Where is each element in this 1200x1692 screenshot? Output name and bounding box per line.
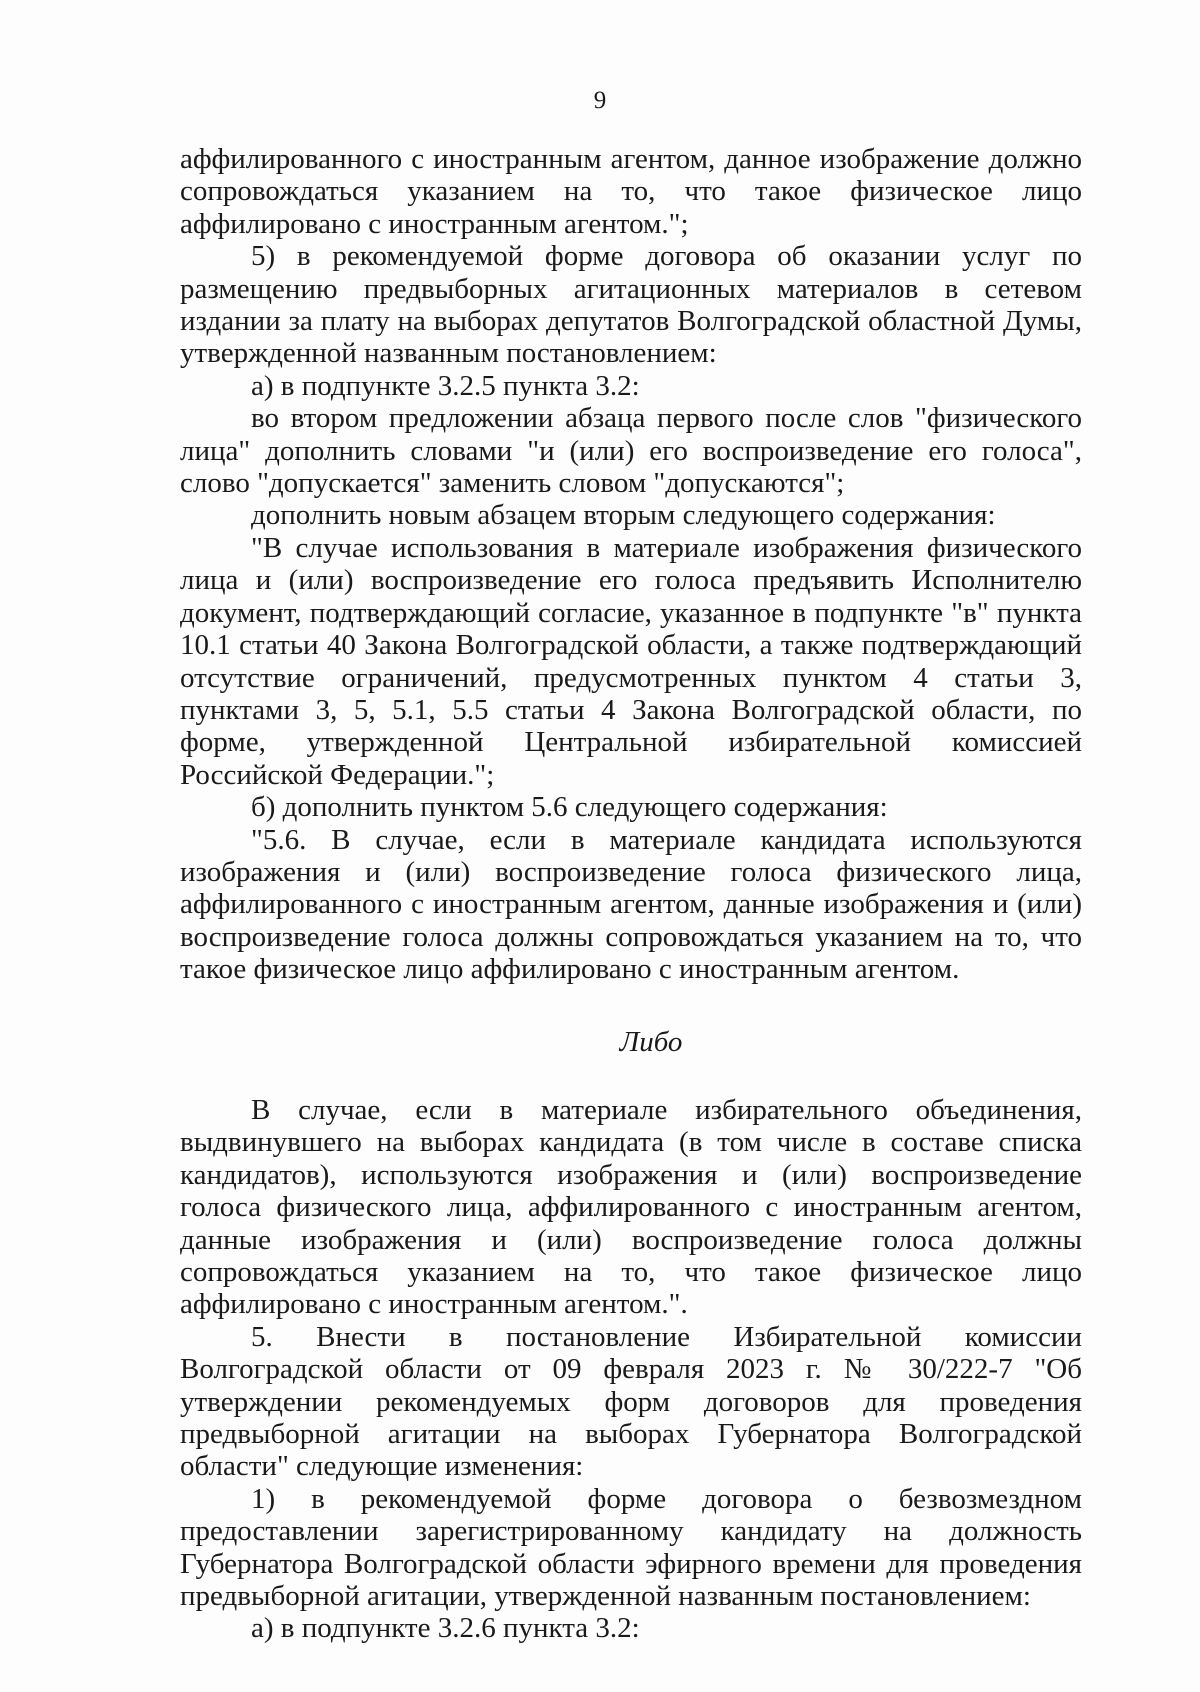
paragraph: В случае, если в материале избирательного объединения, выдвинувшего на выборах кандидата (в том числе в составе списка кандидатов), используются изображения и (или) воспроизведение голоса физического лица, аффилированного с иностранным агентом, данные изображения и (или) воспроизведение голоса должны сопровождаться указанием на то, что такое физическое лицо аффилировано с иностранным агентом.". xyxy=(180,1093,1082,1321)
document-body xyxy=(180,143,1082,1645)
alternative-separator: Либо xyxy=(619,1025,683,1058)
paragraph: б) дополнить пунктом 5.6 следующего содержания: xyxy=(251,791,888,824)
page-number: 9 xyxy=(593,87,607,114)
paragraph: 5) в рекомендуемой форме договора об оказании услуг по размещению предвыборных агитационных материалов в сетевом издании за плату на выборах депутатов Волгоградской областной Думы, утвержденной названным постановлением: xyxy=(180,240,1082,370)
paragraph: "В случае использования в материале изображения физического лица и (или) воспроизведение его голоса предъявить Исполнителю документ, подтверждающий согласие, указанное в подпункте "в" пункта 10.1 статьи 40 Закона Волгоградской области, а также подтверждающий отсутствие ограничений, предусмотренных пунктом 4 статьи 3, пунктами 3, 5, 5.1, 5.5 статьи 4 Закона Волгоградской области, по форме, утвержденной Центральной избирательной комиссией Российской Федерации."; xyxy=(180,531,1082,791)
paragraph: аффилированного с иностранным агентом, данное изображение должно сопровождаться указанием на то, что такое физическое лицо аффилировано с иностранным агентом."; xyxy=(180,143,1082,240)
paragraph: дополнить новым абзацем вторым следующего содержания: xyxy=(251,499,996,532)
paragraph: 1) в рекомендуемой форме договора о безвозмездном предоставлении зарегистрированному кандидату на должность Губернатора Волгоградской области эфирного времени для проведения предвыборной агитации, утвержденной названным постановлением: xyxy=(180,1482,1082,1613)
paragraph: а) в подпункте 3.2.5 пункта 3.2: xyxy=(251,369,640,402)
paragraph: а) в подпункте 3.2.6 пункта 3.2: xyxy=(251,1612,640,1645)
paragraph: 5. Внести в постановление Избирательной комиссии Волгоградской области от 09 февраля 2023 г. № 30/222-7 "Об утверждении рекомендуемых форм договоров для проведения предвыборной агитации на выборах Губернатора Волгоградской области" следующие изменения: xyxy=(180,1320,1082,1483)
paragraph: во втором предложении абзаца первого после слов "физического лица" дополнить словами "и (или) его воспроизведение его голоса", слово "допускается" заменить словом "допускаются"; xyxy=(180,402,1082,500)
paragraph: "5.6. В случае, если в материале кандидата используются изображения и (или) воспроизведение голоса физического лица, аффилированного с иностранным агентом, данные изображения и (или) воспроизведение голоса должны сопровождаться указанием на то, что такое физическое лицо аффилировано с иностранным агентом. xyxy=(180,823,1082,986)
